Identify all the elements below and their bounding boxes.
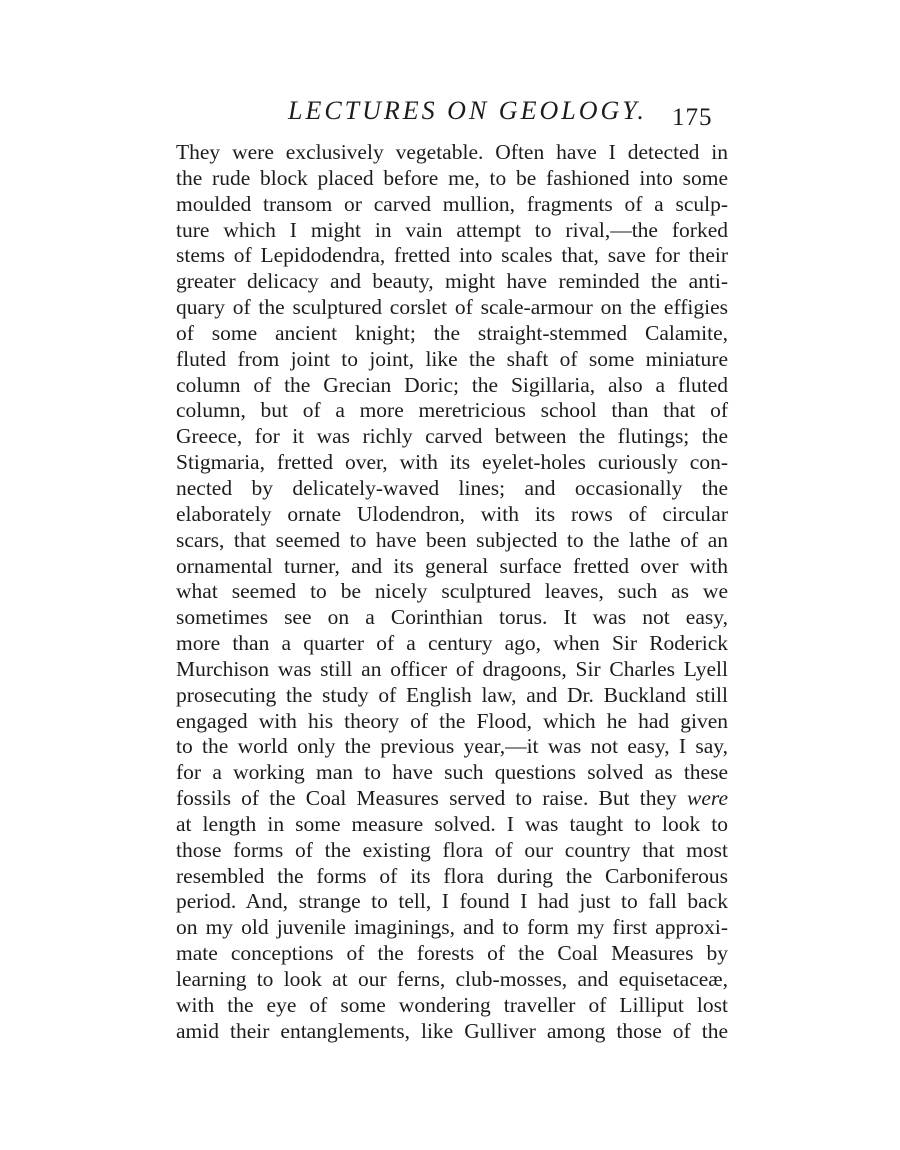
text-line: Stigmaria, fretted over, with its eyelet-holes curiously con- bbox=[176, 450, 728, 475]
text-line: mate conceptions of the forests of the Coal Measures by bbox=[176, 941, 728, 966]
text-line: ture which I might in vain attempt to rival,—the forked bbox=[176, 217, 728, 242]
text-line: what seemed to be nicely sculptured leaves, such as we bbox=[176, 579, 728, 604]
text-line: of some ancient knight; the straight-stemmed Calamite, bbox=[176, 320, 728, 345]
text-line: column, but of a more meretricious school than that of bbox=[176, 398, 728, 423]
text-line: for a working man to have such questions solved as these bbox=[176, 760, 728, 785]
text-line: greater delicacy and beauty, might have reminded the anti- bbox=[176, 269, 728, 294]
text-line: Murchison was still an officer of dragoons, Sir Charles Lyell bbox=[176, 656, 728, 681]
text-line: fluted from joint to joint, like the shaft of some miniature bbox=[176, 346, 728, 371]
text-line: prosecuting the study of English law, and Dr. Buckland still bbox=[176, 682, 728, 707]
text-line: ornamental turner, and its general surface fretted over with bbox=[176, 553, 728, 578]
text-line: to the world only the previous year,—it was not easy, I say, bbox=[176, 734, 728, 759]
page-number: 175 bbox=[672, 104, 713, 131]
body-text bbox=[176, 140, 728, 1045]
text-line: column of the Grecian Doric; the Sigillaria, also a fluted bbox=[176, 372, 728, 397]
text-line: scars, that seemed to have been subjected to the lathe of an bbox=[176, 527, 728, 552]
text-line: stems of Lepidodendra, fretted into scales that, save for their bbox=[176, 243, 728, 268]
text-line: engaged with his theory of the Flood, which he had given bbox=[176, 708, 728, 733]
text-line: elaborately ornate Ulodendron, with its rows of circular bbox=[176, 501, 728, 526]
text-line: moulded transom or carved mullion, fragments of a sculp- bbox=[176, 191, 728, 216]
text-line: quary of the sculptured corslet of scale-armour on the effigies bbox=[176, 295, 728, 320]
text-line: more than a quarter of a century ago, when Sir Roderick bbox=[176, 631, 728, 656]
running-head: LECTURES ON GEOLOGY. bbox=[288, 96, 647, 125]
text-line: with the eye of some wondering traveller of Lilliput lost bbox=[176, 992, 728, 1017]
text-line: period. And, strange to tell, I found I had just to fall back bbox=[176, 889, 728, 914]
text-line: nected by delicately-waved lines; and occasionally the bbox=[176, 475, 728, 500]
text-line: those forms of the existing flora of our country that most bbox=[176, 837, 728, 862]
text-line: resembled the forms of its flora during the Carboniferous bbox=[176, 863, 728, 888]
text-line: learning to look at our ferns, club-mosses, and equisetaceæ, bbox=[176, 967, 728, 991]
text-line: the rude block placed before me, to be fashioned into some bbox=[176, 165, 728, 190]
text-line-with-emphasis bbox=[176, 786, 728, 812]
text-line: They were exclusively vegetable. Often have I detected in bbox=[176, 140, 728, 164]
text-line: on my old juvenile imaginings, and to form my first approxi- bbox=[176, 915, 728, 940]
text-line: Greece, for it was richly carved between the flutings; the bbox=[176, 424, 728, 449]
text-line: sometimes see on a Corinthian torus. It was not easy, bbox=[176, 605, 728, 630]
emphasized-word: were bbox=[687, 786, 728, 811]
text-line-segment: fossils of the Coal Measures served to raise. But they bbox=[176, 786, 687, 811]
text-line: amid their entanglements, like Gulliver among those of the bbox=[176, 1018, 728, 1043]
text-line: at length in some measure solved. I was taught to look to bbox=[176, 811, 728, 836]
